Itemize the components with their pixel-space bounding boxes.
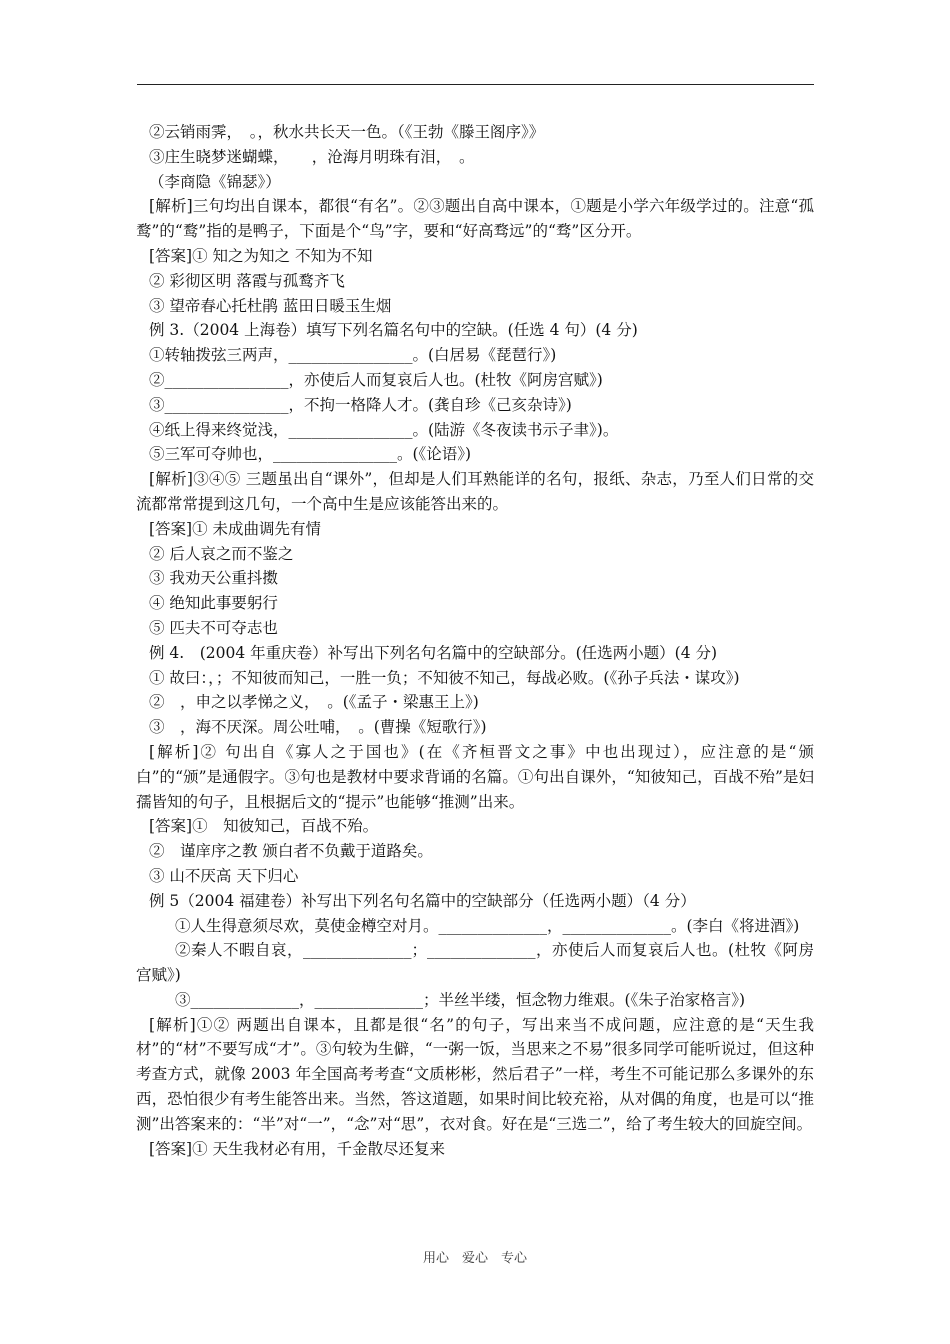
answer-line: ② 谨庠序之教 颁白者不负戴于道路矣。: [149, 842, 433, 861]
question-line: ③ ，海不厌深。周公吐哺， 。(曹操《短歌行》): [149, 718, 487, 737]
question-line: ③________________，不拘一格降人才。(龚自珍《己亥杂诗》): [149, 395, 572, 414]
header-rule: [137, 84, 814, 85]
question-paragraph: ③______________，______________；半丝半缕，恒念物力维艰。(《朱子治家格言》): [175, 990, 746, 1009]
example-heading: 例 3.（2004 上海卷）填写下列名篇名句中的空缺。(任选 4 句）(4 分): [149, 321, 638, 340]
answer-line: ③ 我劝天公重抖擞: [149, 569, 278, 588]
answer-line: ⑤ 匹夫不可夺志也: [149, 618, 278, 637]
answer-line: [答案]① 天生我材必有用，千金散尽还复来: [149, 1139, 446, 1158]
example-heading: 例 5（2004 福建卷）补写出下列名句名篇中的空缺部分（任选两小题）（4 分）: [149, 891, 696, 910]
answer-line: ② 后人哀之而不鉴之: [149, 544, 294, 563]
text-line: ②云销雨霁， 。，秋水共长天一色。（《王勃《滕王阁序》》: [149, 123, 545, 141]
answer-line: ④ 绝知此事要躬行: [149, 594, 278, 613]
question-paragraph: ②秦人不暇自哀，______________；______________，亦使后人而复哀后人也。(杜牧《阿房宫赋》): [136, 941, 814, 985]
answer-line: [答案]① 知彼知己，百战不殆。: [149, 817, 379, 836]
question-line: ② ，申之以孝悌之义， 。(《孟子・梁惠王上》): [149, 693, 479, 712]
page-footer: 用心 爱心 专心: [422, 1251, 527, 1266]
analysis-paragraph: [解析]三句均出自课本，都很“有名”。②③题出自高中课本，①题是小学六年级学过的。注意“孤鹜”的“鹜”指的是鸭子，下面是个“鸟”字，要和“好高骛远”的“骛”区分开。: [136, 197, 814, 241]
answer-line: [答案]① 未成曲调先有情: [149, 519, 322, 538]
analysis-paragraph: [解析]③④⑤ 三题虽出自“课外”，但却是人们耳熟能详的名句，报纸、杂志，乃至人们日常的交流都常常提到这几句，一个高中生是应该能答出来的。: [136, 470, 814, 513]
analysis-paragraph: [解析]①② 两题出自课本，且都是很“名”的句子，写出来当不成问题，应注意的是“天生我材”的“材”不要写成“才”。③句较为生僻，“一粥一饭，当思来之不易”很多同学可能听说过，但这种考查方式，就像 2003 年全国高考考查“文质彬彬，然后君子”一样，考生不可能记那么多课外的东西，恐怕很少有考生能答出来。当然，答这道题，如果时间比较充裕，从对偶的角度，也是可以“推测”出答案来的：“半”对“一”，“念”对“思”，衣对食。好在是“三选二”，给了考生较大的回旋空间。: [136, 1015, 814, 1133]
question-line: ① 故曰：，；不知彼而知己，一胜一负；不知彼不知己，每战必败。(《孙子兵法・谋攻》): [149, 668, 740, 687]
answer-line: ② 彩彻区明 落霞与孤鹜齐飞: [149, 271, 345, 290]
document-body: [136, 120, 814, 1161]
question-paragraph: ①人生得意须尽欢，莫使金樽空对月。______________，______________。(李白《将进酒》): [175, 916, 800, 935]
answer-line: ③ 望帝春心托杜鹃 蓝田日暖玉生烟: [149, 296, 392, 315]
example-heading: 例 4. (2004 年重庆卷）补写出下列名句名篇中的空缺部分。(任选两小题）(4 分): [149, 643, 718, 662]
analysis-paragraph: [解析]② 句出自《寡人之于国也》(在《齐桓晋文之事》中也出现过），应注意的是“颁白”的“颁”是通假字。③句也是教材中要求背诵的名篇。①句出自课外，“知彼知己，百战不殆”是妇孺皆知的句子，且根据后文的“提示”也能够“推测”出来。: [136, 742, 814, 811]
answer-line: [答案]① 知之为知之 不知为不知: [149, 246, 373, 265]
text-line: （李商隐《锦瑟》）: [149, 172, 281, 191]
text-line: ③庄生晓梦迷蝴蝶， ，沧海月明珠有泪， 。: [149, 147, 475, 166]
question-line: ②________________，亦使后人而复哀后人也。(杜牧《阿房宫赋》): [149, 370, 603, 389]
answer-line: ③ 山不厌高 天下归心: [149, 866, 299, 885]
question-line: ④纸上得来终觉浅，________________。(陆游《冬夜读书示子聿》)。: [149, 420, 619, 439]
question-line: ①转轴拨弦三两声，________________。(白居易《琵琶行》): [149, 346, 557, 365]
question-line: ⑤三军可夺帅也，________________。(《论语》): [149, 445, 472, 464]
